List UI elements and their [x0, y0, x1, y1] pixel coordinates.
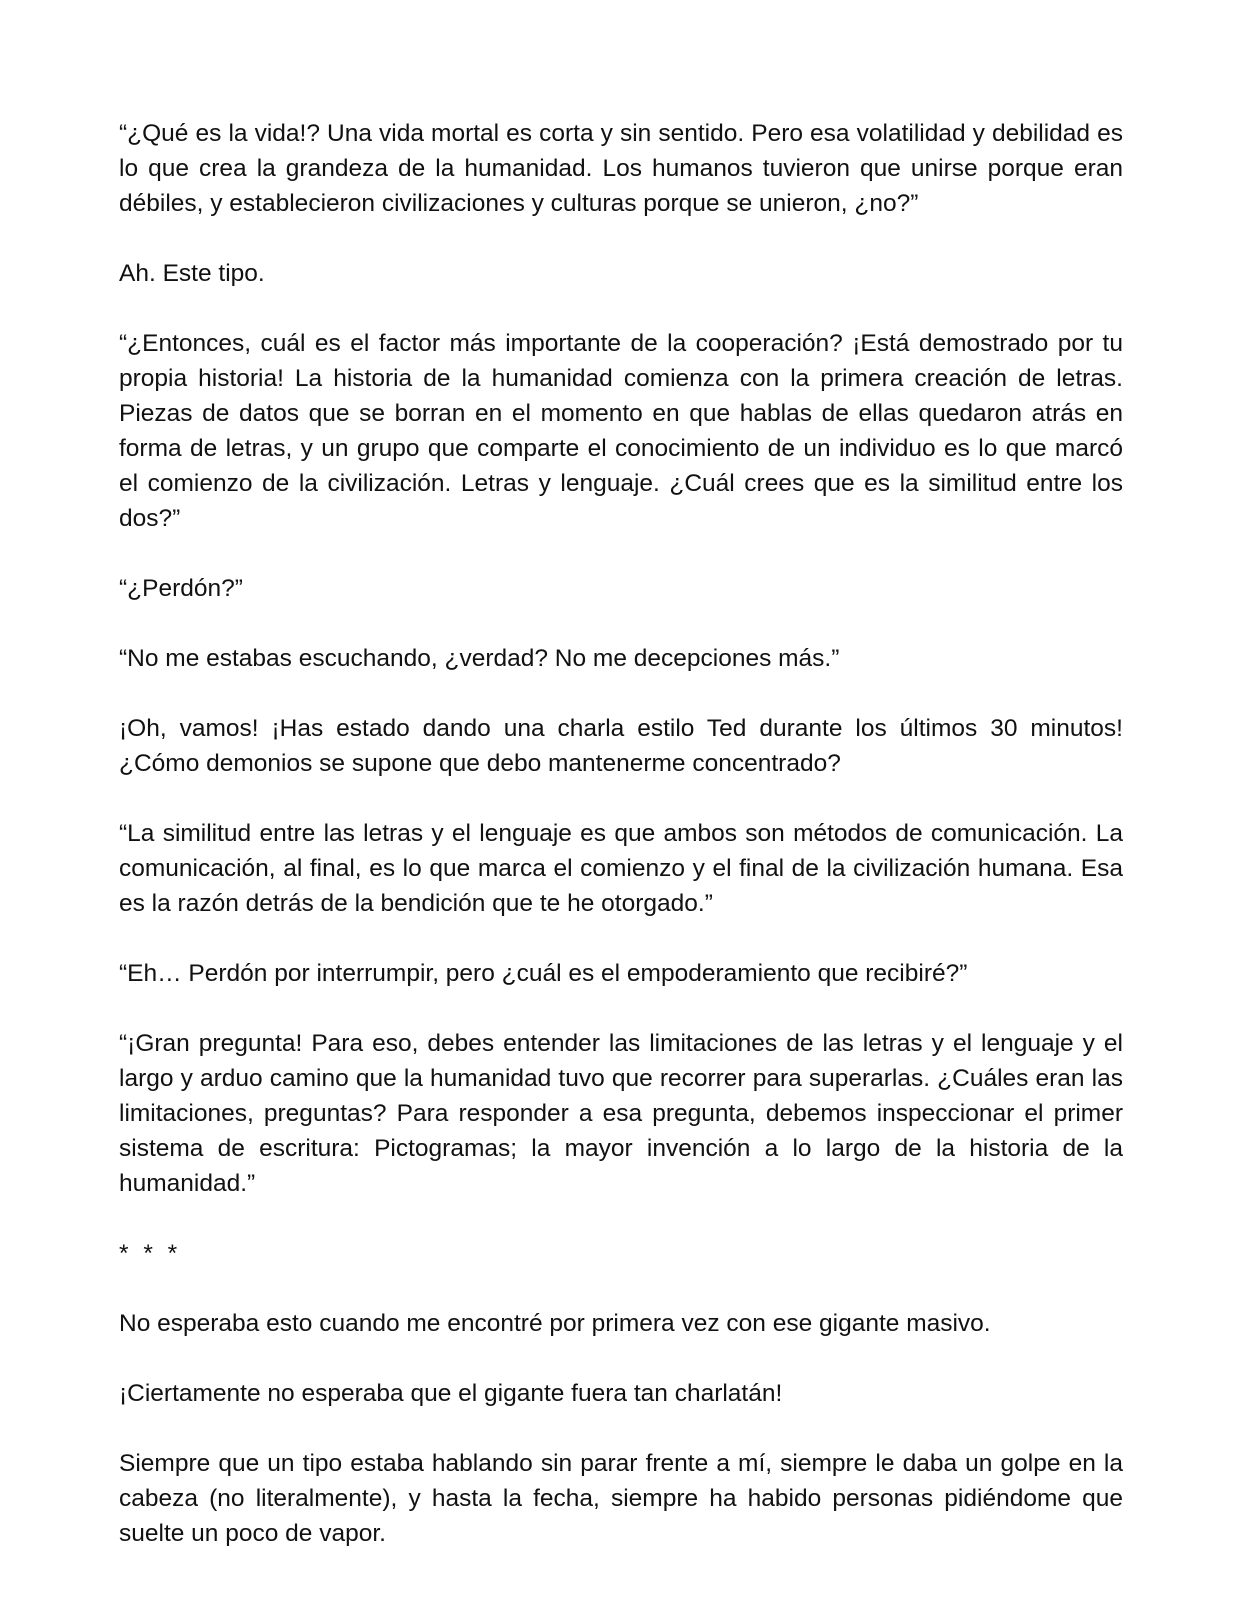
paragraph-12: Siempre que un tipo estaba hablando sin parar frente a mí, siempre le daba un golpe en la cabeza (no literalmente), y hasta la fecha, siempre ha habido personas pidiéndome que suelte un poco de vapor.	[119, 1450, 1123, 1547]
paragraph-8: “Eh… Perdón por interrumpir, pero ¿cuál es el empoderamiento que recibiré?”	[119, 960, 968, 987]
paragraph-2: Ah. Este tipo.	[119, 260, 265, 287]
paragraph-5: “No me estabas escuchando, ¿verdad? No me decepciones más.”	[119, 645, 840, 672]
paragraph-6: ¡Oh, vamos! ¡Has estado dando una charla estilo Ted durante los últimos 30 minutos! ¿Cómo demonios se supone que debo mantenerme concentrado?	[119, 715, 1123, 777]
paragraph-1: “¿Qué es la vida!? Una vida mortal es corta y sin sentido. Pero esa volatilidad y debilidad es lo que crea la grandeza de la humanidad. Los humanos tuvieron que unirse porque eran débiles, y establecieron civilizaciones y culturas porque se unieron, ¿no?”	[119, 120, 1123, 217]
paragraph-3: “¿Entonces, cuál es el factor más importante de la cooperación? ¡Está demostrado por tu propia historia! La historia de la humanidad comienza con la primera creación de letras. Piezas de datos que se borran en el momento en que hablas de ellas quedaron atrás en forma de letras, y un grupo que comparte el conocimiento de un individuo es lo que marcó el comienzo de la civilización. Letras y lenguaje. ¿Cuál crees que es la similitud entre los dos?”	[119, 330, 1123, 532]
paragraph-7: “La similitud entre las letras y el lenguaje es que ambos son métodos de comunicación. La comunicación, al final, es lo que marca el comienzo y el final de la civilización humana. Esa es la razón detrás de la bendición que te he otorgado.”	[119, 820, 1123, 917]
paragraph-11: ¡Ciertamente no esperaba que el gigante fuera tan charlatán!	[119, 1380, 783, 1407]
document-page	[119, 116, 1123, 1551]
paragraph-9: “¡Gran pregunta! Para eso, debes entender las limitaciones de las letras y el lenguaje y el largo y arduo camino que la humanidad tuvo que recorrer para superarlas. ¿Cuáles eran las limitaciones, preguntas? Para responder a esa pregunta, debemos inspeccionar el primer sistema de escritura: Pictogramas; la mayor invención a lo largo de la historia de la humanidad.”	[119, 1030, 1123, 1197]
paragraph-4: “¿Perdón?”	[119, 575, 243, 602]
scene-separator: * * *	[119, 1240, 182, 1267]
paragraph-10: No esperaba esto cuando me encontré por primera vez con ese gigante masivo.	[119, 1310, 991, 1337]
